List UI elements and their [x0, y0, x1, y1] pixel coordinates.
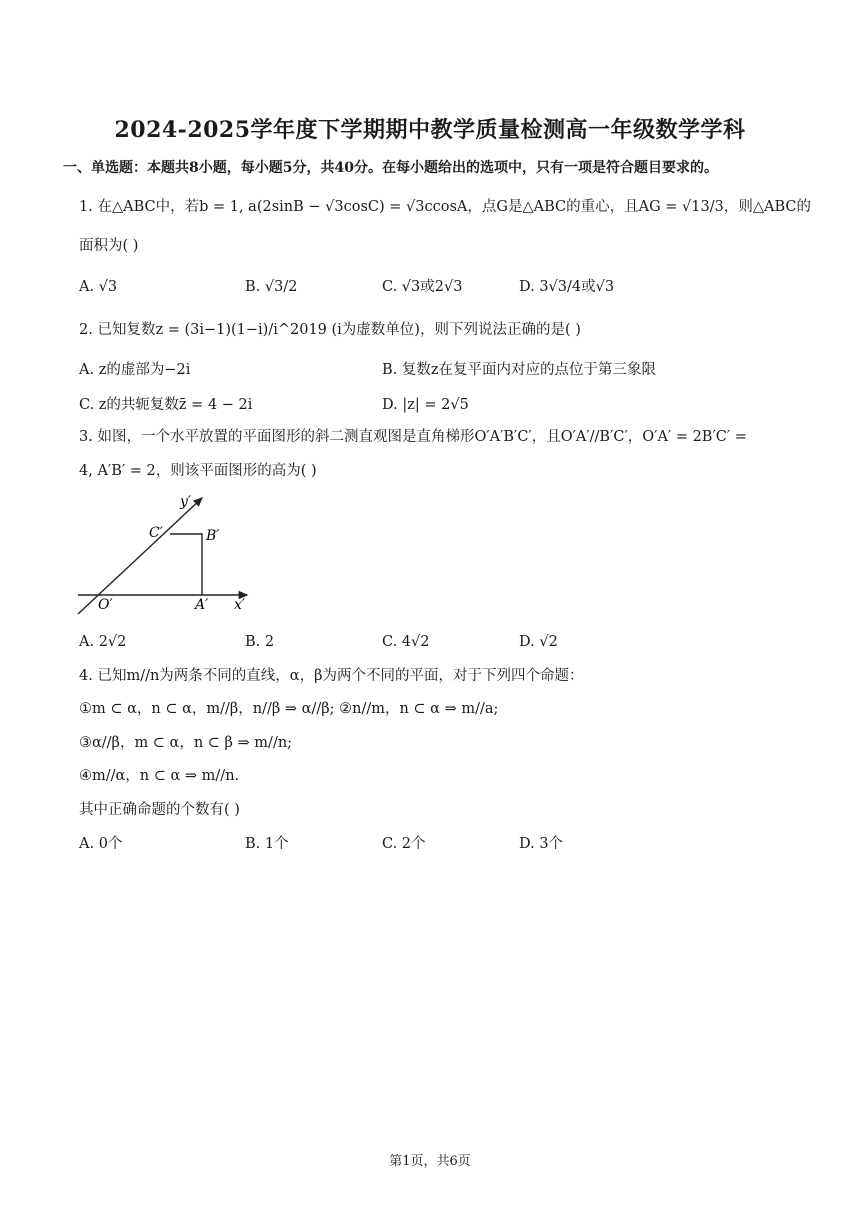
question-4-proposition-4: ④m//α，n ⊂ α ⇒ m//n. — [79, 768, 240, 784]
question-4-proposition-3: ③α//β，m ⊂ α，n ⊂ β ⇒ m//n; — [79, 735, 293, 751]
question-1-option-a: A. √3 — [79, 279, 118, 295]
trapezoid-figure — [70, 488, 260, 623]
label-x: x′ — [234, 597, 246, 613]
label-o: O′ — [98, 597, 113, 613]
page-footer: 第1页，共6页 — [389, 1154, 471, 1169]
question-2-option-b: B. 复数z在复平面内对应的点位于第三象限 — [382, 362, 657, 378]
question-3-option-a: A. 2√2 — [79, 634, 127, 650]
question-4-option-d: D. 3个 — [519, 836, 564, 852]
question-2-option-d: D. |z| = 2√5 — [382, 397, 469, 413]
question-3-stem: 3. 如图，一个水平放置的平面图形的斜二测直观图是直角梯形O′A′B′C′，且O′A′//B′C′，O′A′ = 2B′C′ = — [79, 429, 747, 445]
label-b: B′ — [206, 528, 220, 544]
question-4-option-c: C. 2个 — [382, 836, 426, 852]
label-y: y′ — [180, 494, 192, 510]
question-4-proposition-1-2: ①m ⊂ α，n ⊂ α，m//β，n//β ⇒ α//β; ②n//m，n ⊂ α ⇒ m//a; — [79, 701, 499, 717]
label-c: C′ — [149, 525, 163, 541]
question-2-option-a: A. z的虚部为−2i — [79, 362, 191, 378]
question-1-stem-cont: 面积为( ) — [79, 238, 139, 254]
question-2-option-c: C. z的共轭复数z̄ = 4 − 2i — [79, 397, 253, 413]
question-3-option-c: C. 4√2 — [382, 634, 430, 650]
question-4-option-a: A. 0个 — [79, 836, 123, 852]
question-4-option-b: B. 1个 — [245, 836, 289, 852]
section-heading: 一、单选题：本题共8小题，每小题5分，共40分。在每小题给出的选项中，只有一项是符合题目要求的。 — [63, 160, 718, 176]
question-1-option-d: D. 3√3/4或√3 — [519, 279, 615, 295]
question-2-stem: 2. 已知复数z = (3i−1)(1−i)/i^2019 (i为虚数单位)，则下列说法正确的是( ) — [79, 322, 581, 338]
question-1-option-b: B. √3/2 — [245, 279, 298, 295]
y-axis-line — [78, 498, 202, 614]
trapezoid-edges — [170, 534, 202, 595]
page-title: 2024-2025学年度下学期期中教学质量检测高一年级数学学科 — [114, 117, 746, 143]
question-3-option-b: B. 2 — [245, 634, 275, 650]
question-1-option-c: C. √3或2√3 — [382, 279, 463, 295]
label-a: A′ — [195, 597, 209, 613]
question-4-prompt: 其中正确命题的个数有( ) — [79, 802, 240, 818]
question-1-stem: 1. 在△ABC中，若b = 1, a(2sinB − √3cosC) = √3ccosA，点G是△ABC的重心，且AG = √13/3，则△ABC的 — [79, 199, 811, 215]
question-3-option-d: D. √2 — [519, 634, 558, 650]
question-3-stem-cont: 4, A′B′ = 2，则该平面图形的高为( ) — [79, 463, 317, 479]
question-4-stem: 4. 已知m//n为两条不同的直线，α，β为两个不同的平面，对于下列四个命题： — [79, 668, 584, 684]
